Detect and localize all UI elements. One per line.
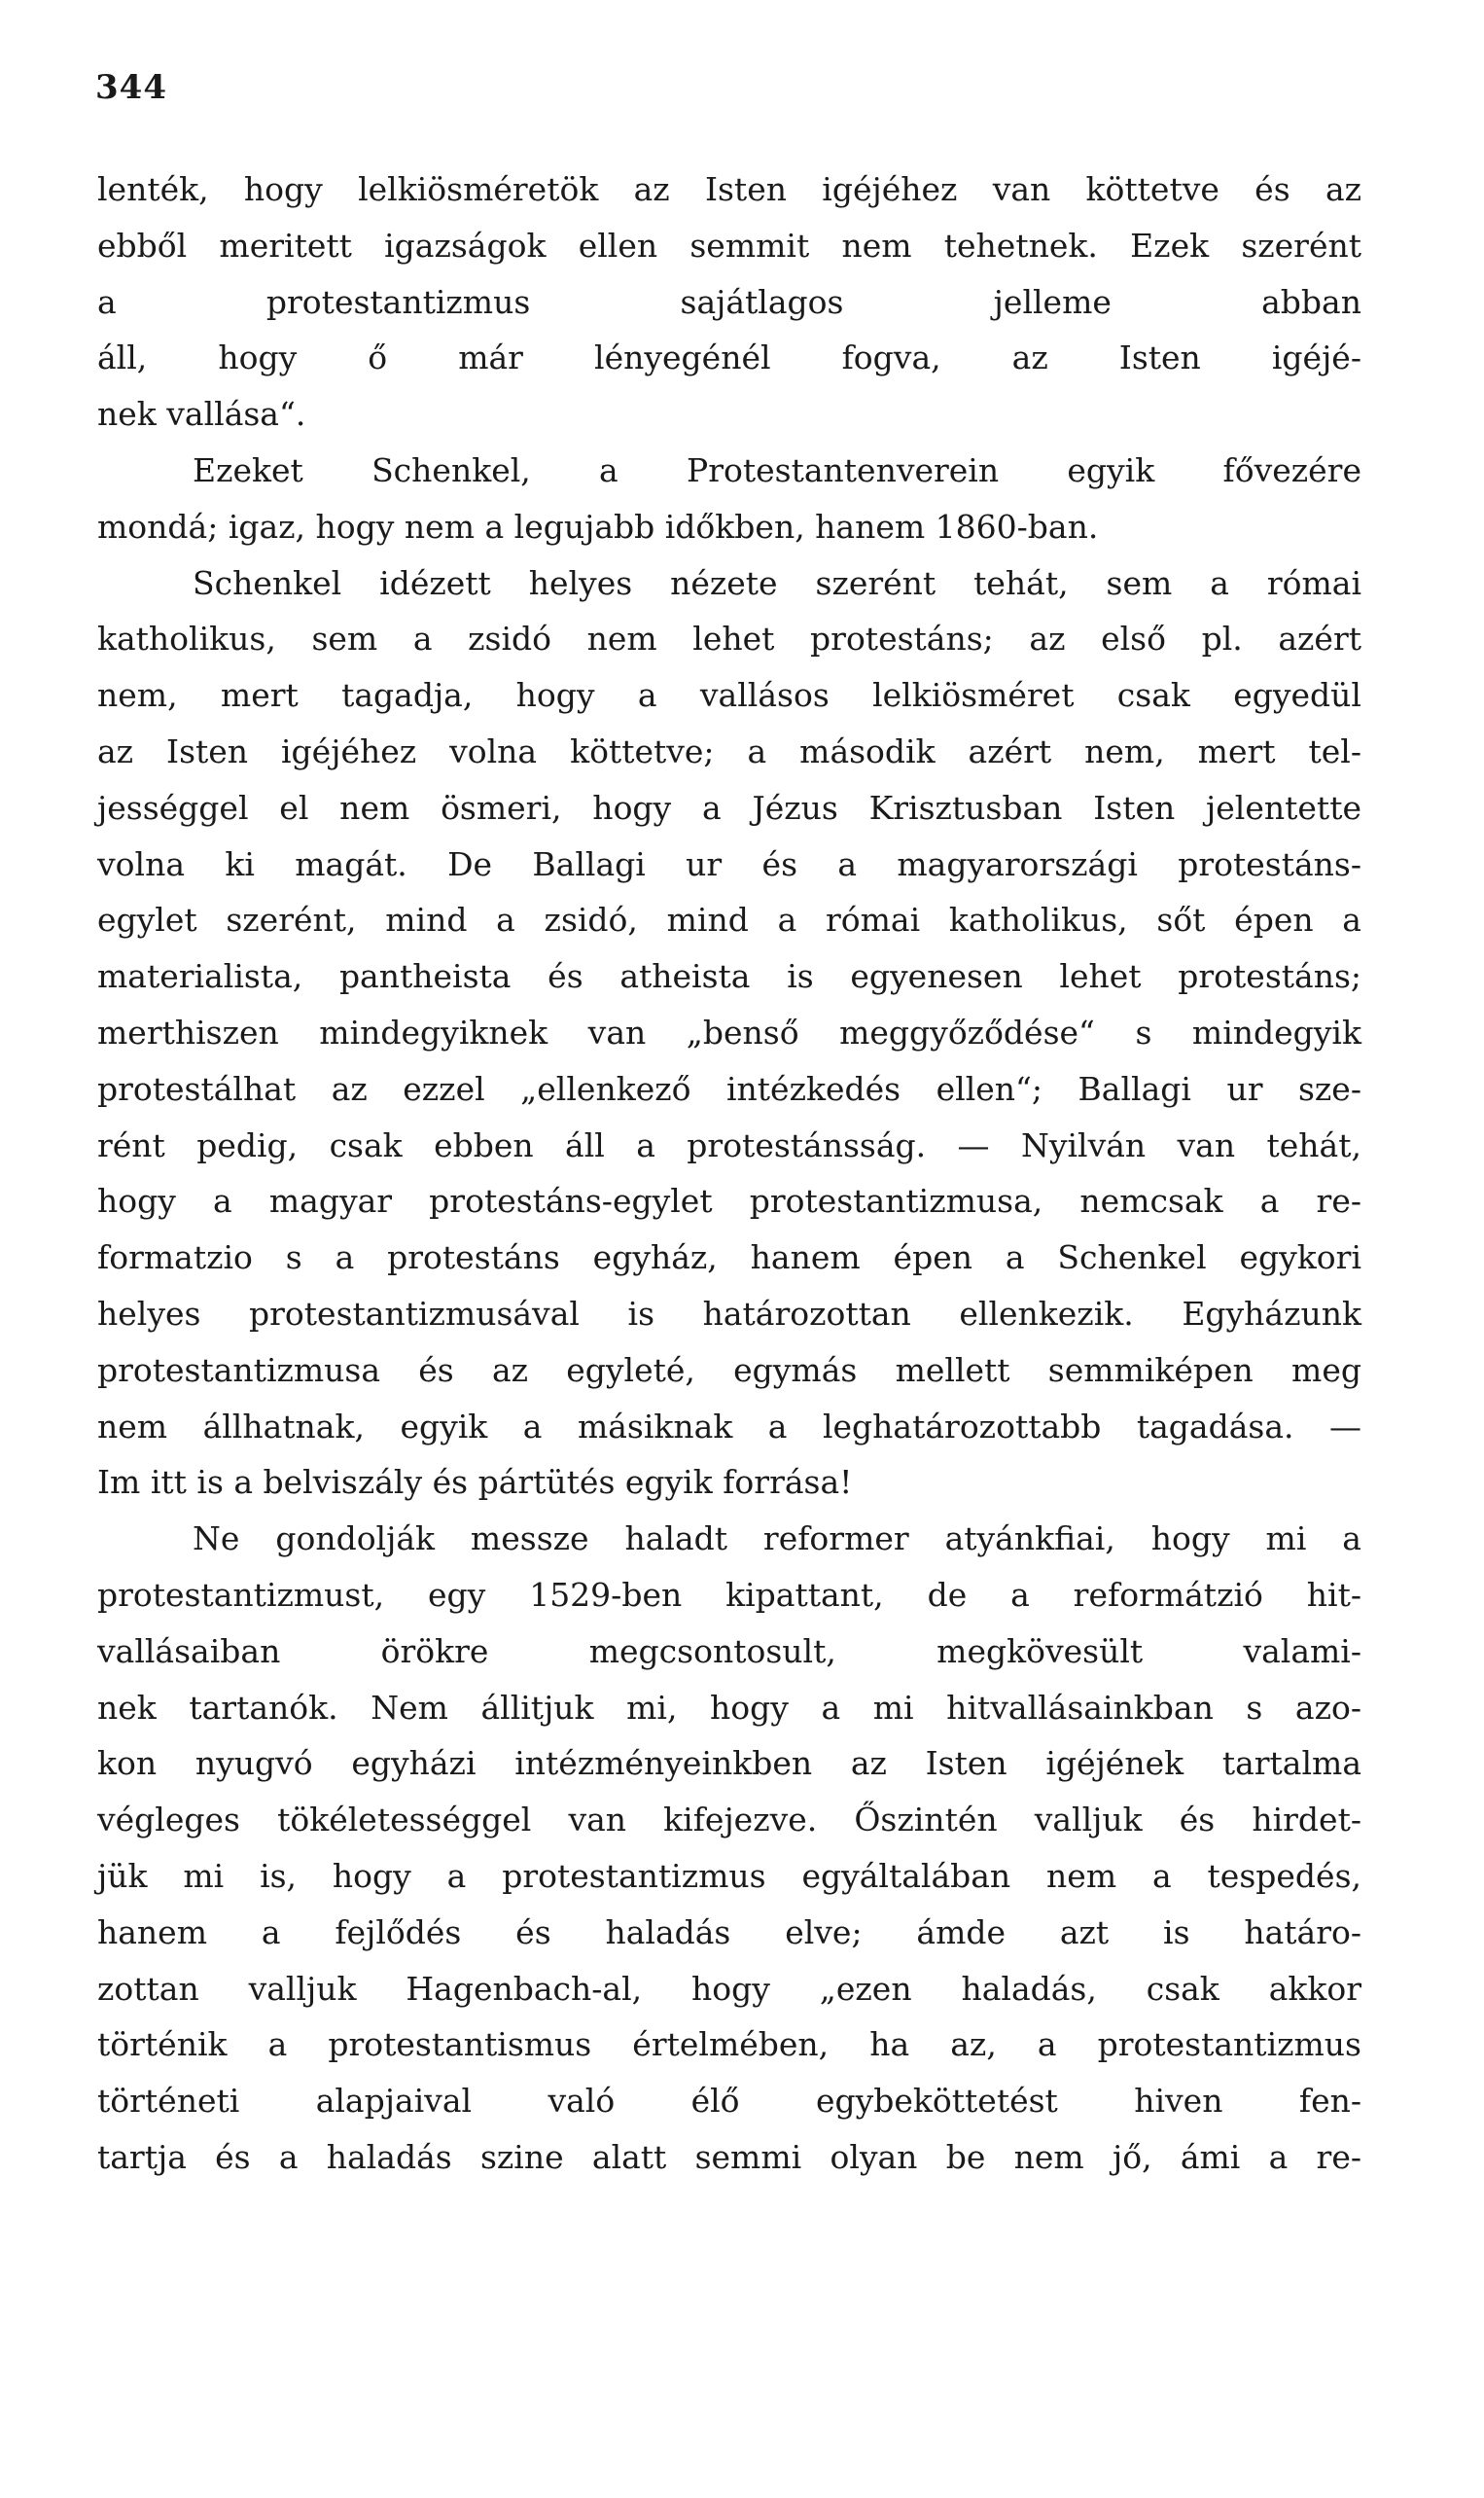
- text-line: nem, mert tagadja, hogy a vallásos lelkiösméret csak egyedül: [97, 676, 1361, 715]
- text-line: materialista, pantheista és atheista is egyenesen lehet protestáns;: [97, 957, 1361, 996]
- text-line: zottan valljuk Hagenbach-al, hogy „ezen haladás, csak akkor: [97, 1969, 1361, 2008]
- text-line: történik a protestantismus értelmében, ha az, a protestantizmus: [97, 2025, 1361, 2064]
- text-line: hanem a fejlődés és haladás elve; ámde azt is határo-: [97, 1912, 1361, 1951]
- text-line: protestantizmust, egy 1529-ben kipattant, de a reformátzió hit-: [97, 1575, 1361, 1614]
- text-line: rént pedig, csak ebben áll a protestánsság. — Nyilván van tehát,: [97, 1125, 1361, 1164]
- text-line: lenték, hogy lelkiösméretök az Isten igéjéhez van köttetve és az: [97, 170, 1361, 208]
- text-line: kon nyugvó egyházi intézményeinkben az Isten igéjének tartalma: [97, 1744, 1361, 1783]
- text-line: végleges tökéletességgel van kifejezve. Őszintén valljuk és hirdet-: [97, 1801, 1361, 1839]
- text-line: volna ki magát. De Ballagi ur és a magyarországi protestáns-: [97, 844, 1361, 883]
- text-line: egylet szerént, mind a zsidó, mind a római katholikus, sőt épen a: [97, 901, 1361, 940]
- text-line: protestantizmusa és az egyleté, egymás mellett semmiképen meg: [97, 1350, 1361, 1389]
- text-line: Ezeket Schenkel, a Protestantenverein egyik fővezére: [193, 450, 1361, 489]
- text-line: mondá; igaz, hogy nem a legujabb időkben, hanem 1860-ban.: [97, 507, 1099, 546]
- body-text: [97, 161, 1361, 2186]
- text-line: történeti alapjaival való élő egybeköttetést hiven fen-: [97, 2082, 1361, 2121]
- text-line: vallásaiban örökre megcsontosult, megkövesült valami-: [97, 1631, 1361, 1670]
- text-line: a protestantizmus sajátlagos jelleme abban: [97, 282, 1361, 321]
- text-line: ebből meritett igazságok ellen semmit nem tehetnek. Ezek szerént: [97, 226, 1361, 265]
- text-line: jük mi is, hogy a protestantizmus egyáltalában nem a tespedés,: [97, 1856, 1361, 1895]
- text-line: nek vallása“.: [97, 395, 306, 434]
- text-line: formatzio s a protestáns egyház, hanem épen a Schenkel egykori: [97, 1238, 1361, 1277]
- text-line: Ne gondolják messze haladt reformer atyánkfiai, hogy mi a: [193, 1519, 1361, 1558]
- text-line: katholikus, sem a zsidó nem lehet protestáns; az első pl. azért: [97, 620, 1361, 659]
- text-line: helyes protestantizmusával is határozottan ellenkezik. Egyházunk: [97, 1294, 1361, 1333]
- text-line: jességgel el nem ösmeri, hogy a Jézus Krisztusban Isten jelentette: [97, 788, 1361, 827]
- text-line: nem állhatnak, egyik a másiknak a leghatározottabb tagadása. —: [97, 1407, 1361, 1445]
- text-line: protestálhat az ezzel „ellenkező intézkedés ellen“; Ballagi ur sze-: [97, 1069, 1361, 1108]
- text-line: merthiszen mindegyiknek van „benső meggyőződése“ s mindegyik: [97, 1013, 1361, 1052]
- page-number: 344: [95, 68, 167, 107]
- text-line: nek tartanók. Nem állitjuk mi, hogy a mi hitvallásainkban s azo-: [97, 1688, 1361, 1727]
- text-line: Im itt is a belviszály és pártütés egyik forrása!: [97, 1463, 853, 1502]
- text-line: Schenkel idézett helyes nézete szerént tehát, sem a római: [193, 563, 1361, 602]
- text-line: tartja és a haladás szine alatt semmi olyan be nem jő, ámi a re-: [97, 2137, 1361, 2176]
- text-line: hogy a magyar protestáns-egylet protestantizmusa, nemcsak a re-: [97, 1182, 1361, 1221]
- text-line: áll, hogy ő már lényegénél fogva, az Isten igéjé-: [97, 339, 1361, 377]
- text-line: az Isten igéjéhez volna köttetve; a második azért nem, mert tel-: [97, 732, 1361, 770]
